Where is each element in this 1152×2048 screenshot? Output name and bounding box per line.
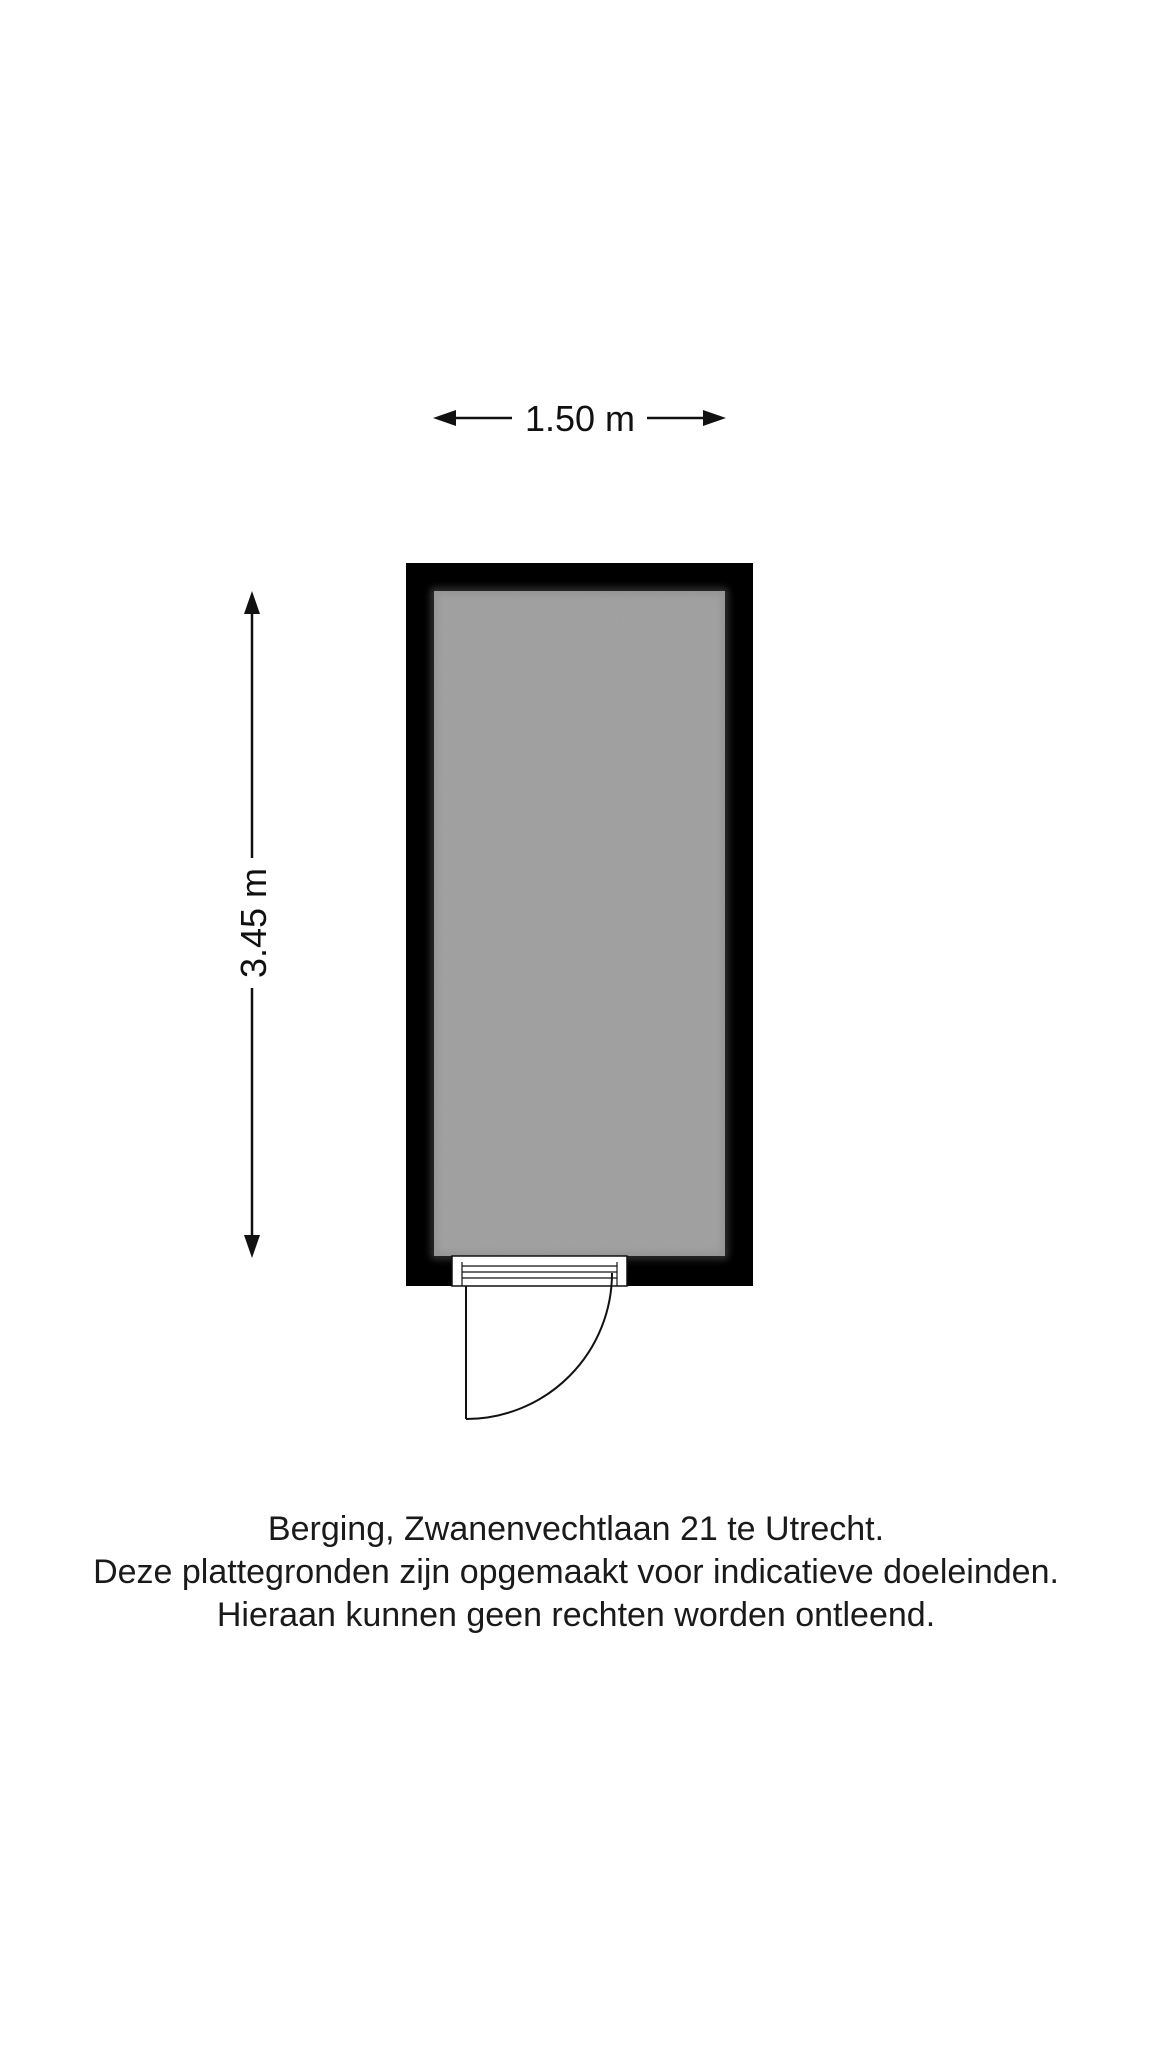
caption-disclaimer: Deze plattegronden zijn opgemaakt voor indicatieve doeleinden. [93, 1553, 1059, 1591]
arrowhead-right-icon [703, 410, 726, 426]
door-opening [452, 1256, 627, 1286]
arrowhead-left-icon [433, 410, 456, 426]
room-floor [434, 591, 725, 1256]
door-swing-arc [466, 1273, 612, 1419]
caption-title: Berging, Zwanenvechtlaan 21 te Utrecht. [267, 1510, 885, 1548]
width-dimension-label: 1.50 m [524, 398, 636, 439]
depth-dimension-label: 3.45 m [233, 867, 274, 979]
door [452, 1256, 627, 1419]
floorplan-caption [0, 1508, 1152, 1637]
arrowhead-up-icon [244, 591, 260, 614]
caption-rights-notice: Hieraan kunnen geen rechten worden ontleend. [216, 1596, 936, 1634]
width-dimension [433, 398, 726, 439]
arrowhead-down-icon [244, 1235, 260, 1258]
depth-dimension [233, 591, 274, 1258]
storage-room [406, 563, 753, 1286]
